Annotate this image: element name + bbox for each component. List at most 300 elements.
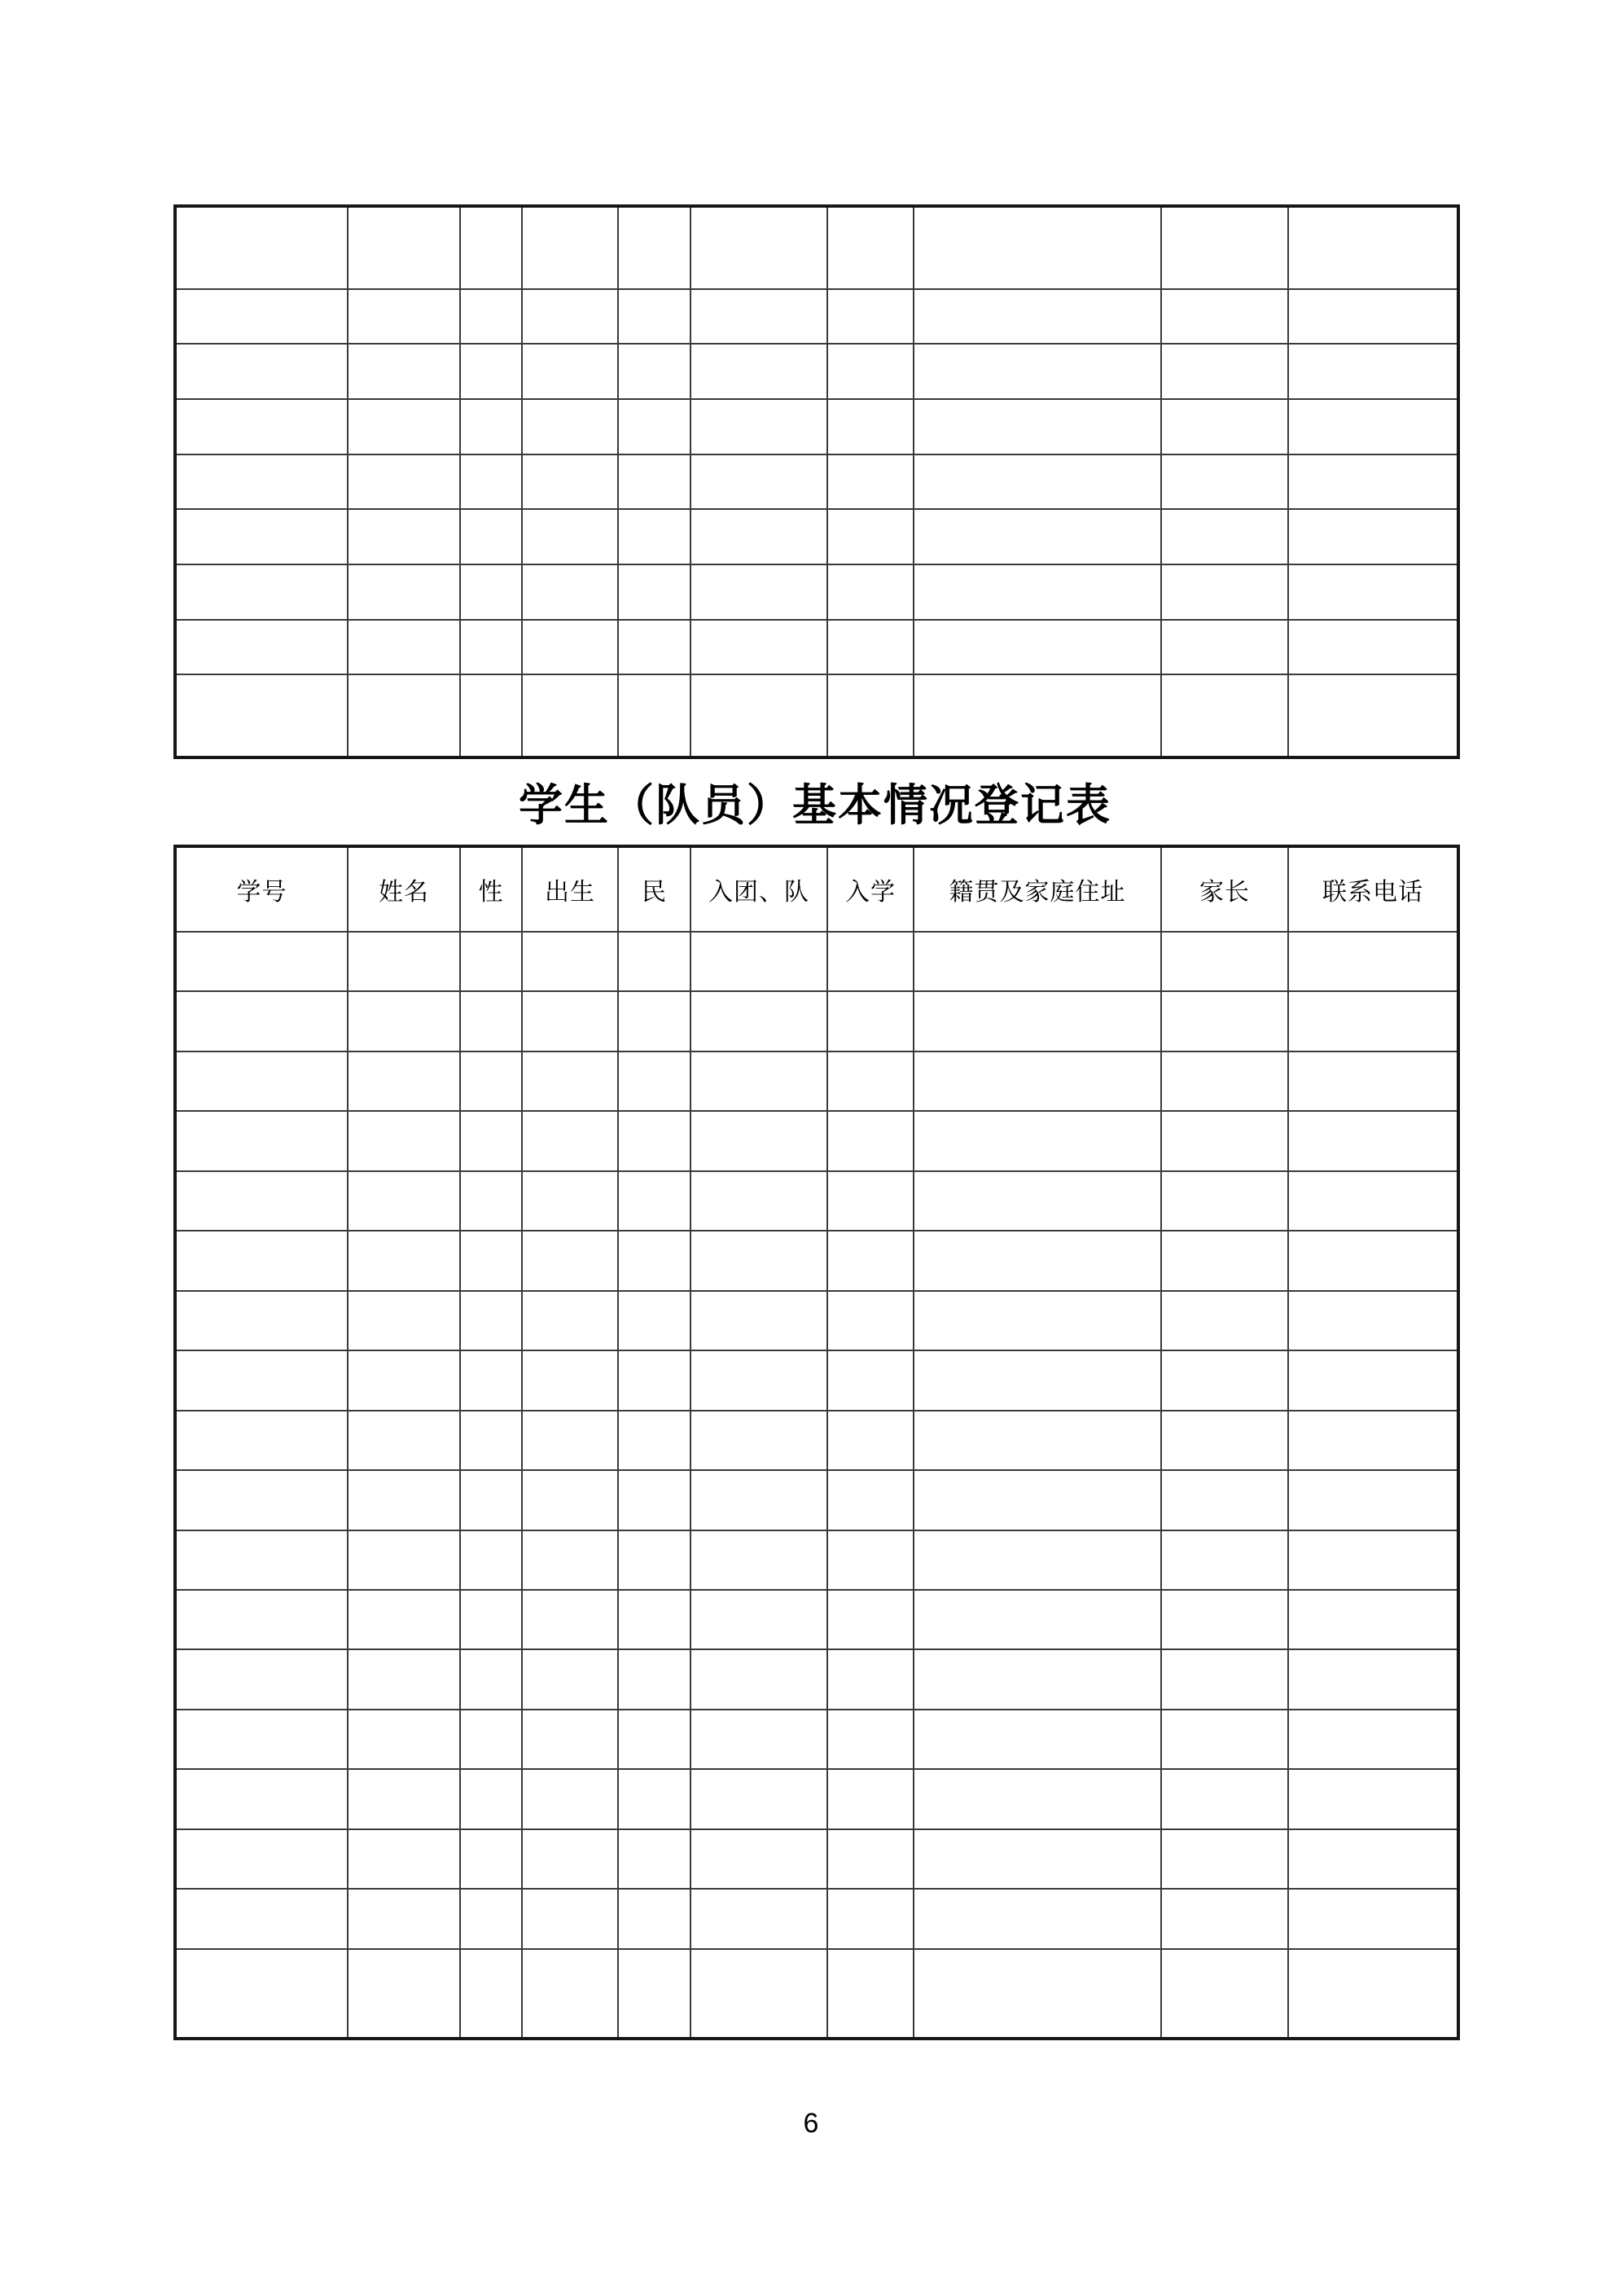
empty-cell: [522, 1231, 618, 1290]
empty-cell: [348, 1111, 460, 1170]
empty-cell: [1288, 1171, 1458, 1231]
empty-cell: [1288, 344, 1458, 399]
empty-cell: [618, 1829, 690, 1889]
empty-cell: [348, 674, 460, 757]
empty-cell: [1288, 1710, 1458, 1769]
empty-cell: [618, 1411, 690, 1470]
empty-cell: [348, 206, 460, 289]
column-header: 入学: [827, 846, 914, 932]
empty-cell: [348, 1051, 460, 1111]
empty-cell: [460, 1411, 522, 1470]
empty-cell: [827, 1590, 914, 1649]
empty-cell: [914, 1649, 1161, 1709]
empty-cell: [460, 399, 522, 454]
empty-cell: [827, 454, 914, 510]
table-row: [175, 454, 1458, 510]
empty-cell: [460, 620, 522, 675]
empty-cell: [827, 1231, 914, 1290]
empty-cell: [690, 1889, 827, 1948]
empty-cell: [522, 1171, 618, 1231]
empty-cell: [1288, 1291, 1458, 1350]
empty-cell: [1288, 620, 1458, 675]
empty-cell: [522, 1530, 618, 1590]
table-row: [175, 399, 1458, 454]
column-header: 学号: [175, 846, 348, 932]
empty-cell: [1161, 1530, 1288, 1590]
empty-cell: [522, 1949, 618, 2039]
empty-cell: [914, 206, 1161, 289]
empty-cell: [175, 564, 348, 620]
empty-cell: [914, 564, 1161, 620]
empty-cell: [460, 1171, 522, 1231]
column-header: 民: [618, 846, 690, 932]
empty-cell: [618, 674, 690, 757]
empty-cell: [1288, 932, 1458, 991]
table-row: [175, 1889, 1458, 1948]
empty-cell: [348, 1949, 460, 2039]
empty-cell: [827, 674, 914, 757]
empty-cell: [460, 1350, 522, 1410]
empty-cell: [460, 1829, 522, 1889]
empty-cell: [1161, 206, 1288, 289]
empty-cell: [175, 1769, 348, 1828]
empty-cell: [175, 289, 348, 345]
empty-cell: [690, 674, 827, 757]
empty-cell: [1161, 289, 1288, 345]
empty-cell: [348, 289, 460, 345]
empty-cell: [460, 454, 522, 510]
empty-cell: [348, 1769, 460, 1828]
empty-cell: [1161, 1171, 1288, 1231]
continuation-table-body: [175, 206, 1458, 757]
column-header: 姓名: [348, 846, 460, 932]
empty-cell: [690, 399, 827, 454]
empty-cell: [914, 1889, 1161, 1948]
empty-cell: [348, 620, 460, 675]
empty-cell: [914, 454, 1161, 510]
empty-cell: [1288, 1411, 1458, 1470]
table-row: [175, 1769, 1458, 1828]
empty-cell: [522, 1051, 618, 1111]
table-row: [175, 1649, 1458, 1709]
empty-cell: [914, 1710, 1161, 1769]
empty-cell: [1288, 289, 1458, 345]
empty-cell: [460, 1769, 522, 1828]
table-row: [175, 1171, 1458, 1231]
empty-cell: [914, 509, 1161, 564]
empty-cell: [522, 1291, 618, 1350]
empty-cell: [460, 1051, 522, 1111]
empty-cell: [175, 1590, 348, 1649]
empty-cell: [522, 206, 618, 289]
empty-cell: [1288, 564, 1458, 620]
empty-cell: [522, 1829, 618, 1889]
column-header: 性: [460, 846, 522, 932]
empty-cell: [827, 564, 914, 620]
empty-cell: [1161, 1949, 1288, 2039]
empty-cell: [690, 1291, 827, 1350]
empty-cell: [827, 206, 914, 289]
empty-cell: [1161, 509, 1288, 564]
empty-cell: [348, 1171, 460, 1231]
empty-cell: [827, 1949, 914, 2039]
empty-cell: [690, 1231, 827, 1290]
empty-cell: [690, 1411, 827, 1470]
empty-cell: [348, 344, 460, 399]
empty-cell: [348, 932, 460, 991]
empty-cell: [827, 620, 914, 675]
empty-cell: [1161, 1470, 1288, 1530]
empty-cell: [1161, 1411, 1288, 1470]
empty-cell: [522, 454, 618, 510]
empty-cell: [690, 1111, 827, 1170]
empty-cell: [1161, 399, 1288, 454]
empty-cell: [175, 1411, 348, 1470]
empty-cell: [690, 206, 827, 289]
empty-cell: [690, 1350, 827, 1410]
empty-cell: [690, 1649, 827, 1709]
empty-cell: [348, 509, 460, 564]
table-row: [175, 1470, 1458, 1530]
empty-cell: [914, 991, 1161, 1051]
empty-cell: [348, 564, 460, 620]
empty-cell: [460, 509, 522, 564]
empty-cell: [522, 399, 618, 454]
table-row: [175, 1231, 1458, 1290]
table-row: [175, 1051, 1458, 1111]
empty-cell: [1161, 674, 1288, 757]
empty-cell: [618, 1710, 690, 1769]
empty-cell: [618, 1769, 690, 1828]
empty-cell: [460, 1111, 522, 1170]
empty-cell: [460, 1590, 522, 1649]
empty-cell: [618, 454, 690, 510]
empty-cell: [1161, 1649, 1288, 1709]
empty-cell: [460, 1649, 522, 1709]
empty-cell: [1288, 991, 1458, 1051]
empty-cell: [175, 206, 348, 289]
empty-cell: [522, 1710, 618, 1769]
empty-cell: [1288, 454, 1458, 510]
table-row: [175, 1111, 1458, 1170]
empty-cell: [618, 620, 690, 675]
empty-cell: [348, 1291, 460, 1350]
empty-cell: [618, 399, 690, 454]
empty-cell: [827, 1470, 914, 1530]
empty-cell: [914, 1291, 1161, 1350]
empty-cell: [1161, 1350, 1288, 1410]
empty-cell: [522, 1470, 618, 1530]
empty-cell: [522, 344, 618, 399]
empty-cell: [914, 289, 1161, 345]
empty-cell: [175, 399, 348, 454]
empty-cell: [175, 991, 348, 1051]
empty-cell: [827, 399, 914, 454]
empty-cell: [1288, 206, 1458, 289]
empty-cell: [175, 1530, 348, 1590]
empty-cell: [1288, 399, 1458, 454]
empty-cell: [348, 1889, 460, 1948]
empty-cell: [348, 1829, 460, 1889]
empty-cell: [827, 1530, 914, 1590]
empty-cell: [460, 991, 522, 1051]
empty-cell: [348, 1411, 460, 1470]
empty-cell: [522, 1590, 618, 1649]
empty-cell: [522, 509, 618, 564]
empty-cell: [618, 564, 690, 620]
empty-cell: [175, 932, 348, 991]
empty-cell: [460, 564, 522, 620]
empty-cell: [522, 564, 618, 620]
empty-cell: [914, 344, 1161, 399]
page-title: 学生（队员）基本情况登记表: [519, 781, 1111, 830]
empty-cell: [175, 509, 348, 564]
empty-cell: [690, 1590, 827, 1649]
empty-cell: [175, 1111, 348, 1170]
empty-cell: [522, 1111, 618, 1170]
table-row: [175, 1829, 1458, 1889]
empty-cell: [690, 1171, 827, 1231]
table-row: [175, 1710, 1458, 1769]
empty-cell: [827, 1051, 914, 1111]
empty-cell: [618, 1231, 690, 1290]
empty-cell: [914, 1949, 1161, 2039]
empty-cell: [827, 1171, 914, 1231]
empty-cell: [618, 991, 690, 1051]
empty-cell: [175, 344, 348, 399]
empty-cell: [460, 206, 522, 289]
empty-cell: [914, 399, 1161, 454]
empty-cell: [460, 1530, 522, 1590]
empty-cell: [914, 1171, 1161, 1231]
empty-cell: [914, 1350, 1161, 1410]
continuation-table: [173, 204, 1460, 759]
empty-cell: [348, 399, 460, 454]
empty-cell: [175, 620, 348, 675]
table-row: [175, 1530, 1458, 1590]
empty-cell: [460, 1889, 522, 1948]
table-row: [175, 991, 1458, 1051]
empty-cell: [175, 1171, 348, 1231]
empty-cell: [827, 1649, 914, 1709]
empty-cell: [827, 1829, 914, 1889]
empty-cell: [914, 1051, 1161, 1111]
empty-cell: [1161, 564, 1288, 620]
empty-cell: [522, 1769, 618, 1828]
empty-cell: [348, 1710, 460, 1769]
header-row: [175, 846, 1458, 932]
empty-cell: [175, 1649, 348, 1709]
empty-cell: [618, 289, 690, 345]
empty-cell: [1161, 1051, 1288, 1111]
empty-cell: [460, 932, 522, 991]
empty-cell: [522, 289, 618, 345]
empty-cell: [690, 932, 827, 991]
table-row: [175, 1291, 1458, 1350]
empty-cell: [618, 1470, 690, 1530]
empty-cell: [914, 1231, 1161, 1290]
empty-cell: [1161, 1590, 1288, 1649]
empty-cell: [522, 674, 618, 757]
empty-cell: [348, 1590, 460, 1649]
empty-cell: [618, 1530, 690, 1590]
column-header: 联系电话: [1288, 846, 1458, 932]
empty-cell: [1288, 1590, 1458, 1649]
empty-cell: [175, 1350, 348, 1410]
empty-cell: [348, 1231, 460, 1290]
empty-cell: [1161, 1829, 1288, 1889]
empty-cell: [914, 1530, 1161, 1590]
empty-cell: [522, 932, 618, 991]
empty-cell: [618, 1171, 690, 1231]
table-row: [175, 1590, 1458, 1649]
empty-cell: [1161, 1710, 1288, 1769]
empty-cell: [914, 1411, 1161, 1470]
empty-cell: [690, 1829, 827, 1889]
empty-cell: [1288, 1829, 1458, 1889]
empty-cell: [522, 1411, 618, 1470]
empty-cell: [522, 1350, 618, 1410]
empty-cell: [914, 1470, 1161, 1530]
empty-cell: [175, 674, 348, 757]
empty-cell: [175, 1470, 348, 1530]
empty-cell: [1288, 1649, 1458, 1709]
empty-cell: [618, 932, 690, 991]
empty-cell: [1288, 1769, 1458, 1828]
empty-cell: [914, 620, 1161, 675]
empty-cell: [1161, 1111, 1288, 1170]
empty-cell: [1161, 620, 1288, 675]
page-number: 6: [803, 2108, 819, 2139]
empty-cell: [690, 454, 827, 510]
empty-cell: [690, 1470, 827, 1530]
empty-cell: [827, 1350, 914, 1410]
empty-cell: [690, 1769, 827, 1828]
empty-cell: [1288, 1051, 1458, 1111]
empty-cell: [690, 1530, 827, 1590]
table-row: [175, 1350, 1458, 1410]
empty-cell: [348, 1350, 460, 1410]
empty-cell: [1288, 509, 1458, 564]
empty-cell: [460, 1470, 522, 1530]
table-row: [175, 620, 1458, 675]
empty-cell: [1161, 1291, 1288, 1350]
empty-cell: [460, 344, 522, 399]
registration-table-head: [175, 846, 1458, 932]
empty-cell: [1161, 1889, 1288, 1948]
empty-cell: [175, 1291, 348, 1350]
empty-cell: [175, 1710, 348, 1769]
column-header: 籍贯及家庭住址: [914, 846, 1161, 932]
empty-cell: [1161, 1769, 1288, 1828]
empty-cell: [1288, 674, 1458, 757]
empty-cell: [914, 1769, 1161, 1828]
table-row: [175, 1949, 1458, 2039]
empty-cell: [914, 1111, 1161, 1170]
empty-cell: [175, 1889, 348, 1948]
empty-cell: [618, 1291, 690, 1350]
empty-cell: [618, 1649, 690, 1709]
table-row: [175, 932, 1458, 991]
table-row: [175, 289, 1458, 345]
empty-cell: [348, 454, 460, 510]
empty-cell: [522, 620, 618, 675]
empty-cell: [690, 509, 827, 564]
empty-cell: [690, 344, 827, 399]
empty-cell: [618, 1111, 690, 1170]
empty-cell: [914, 674, 1161, 757]
empty-cell: [175, 1949, 348, 2039]
registration-table-body: [175, 932, 1458, 2039]
empty-cell: [690, 1051, 827, 1111]
empty-cell: [690, 289, 827, 345]
empty-cell: [460, 674, 522, 757]
empty-cell: [827, 344, 914, 399]
empty-cell: [1161, 991, 1288, 1051]
empty-cell: [175, 1231, 348, 1290]
empty-cell: [522, 991, 618, 1051]
empty-cell: [460, 1231, 522, 1290]
empty-cell: [690, 1710, 827, 1769]
empty-cell: [827, 932, 914, 991]
empty-cell: [827, 289, 914, 345]
empty-cell: [1288, 1111, 1458, 1170]
empty-cell: [460, 1291, 522, 1350]
empty-cell: [827, 1111, 914, 1170]
empty-cell: [827, 1889, 914, 1948]
column-header: 入团、队: [690, 846, 827, 932]
empty-cell: [1161, 932, 1288, 991]
empty-cell: [522, 1649, 618, 1709]
empty-cell: [618, 1889, 690, 1948]
empty-cell: [827, 1411, 914, 1470]
empty-cell: [827, 509, 914, 564]
empty-cell: [690, 564, 827, 620]
empty-cell: [1161, 344, 1288, 399]
empty-cell: [348, 1470, 460, 1530]
empty-cell: [1288, 1231, 1458, 1290]
registration-table: [173, 845, 1460, 2040]
table-row: [175, 564, 1458, 620]
empty-cell: [914, 932, 1161, 991]
empty-cell: [827, 1291, 914, 1350]
empty-cell: [618, 1350, 690, 1410]
empty-cell: [1161, 1231, 1288, 1290]
empty-cell: [175, 1051, 348, 1111]
column-header: 出生: [522, 846, 618, 932]
empty-cell: [1288, 1350, 1458, 1410]
empty-cell: [1288, 1530, 1458, 1590]
table-row: [175, 206, 1458, 289]
column-header: 家长: [1161, 846, 1288, 932]
empty-cell: [690, 1949, 827, 2039]
table-row: [175, 344, 1458, 399]
empty-cell: [914, 1590, 1161, 1649]
empty-cell: [914, 1829, 1161, 1889]
empty-cell: [460, 1710, 522, 1769]
empty-cell: [348, 1530, 460, 1590]
empty-cell: [618, 1590, 690, 1649]
empty-cell: [348, 1649, 460, 1709]
empty-cell: [827, 1769, 914, 1828]
empty-cell: [618, 509, 690, 564]
table-row: [175, 674, 1458, 757]
table-row: [175, 1411, 1458, 1470]
empty-cell: [827, 1710, 914, 1769]
empty-cell: [175, 1829, 348, 1889]
empty-cell: [827, 991, 914, 1051]
table-row: [175, 509, 1458, 564]
